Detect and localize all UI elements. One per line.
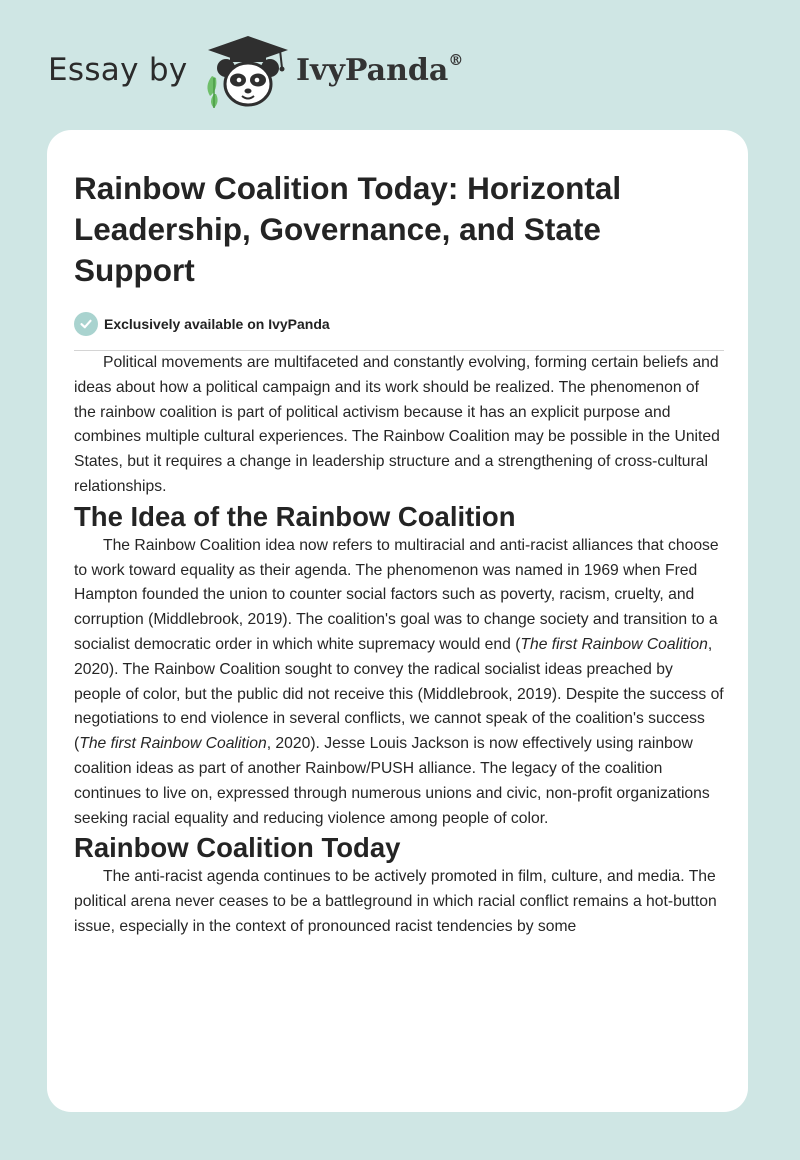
registered-mark: ® (448, 51, 464, 69)
ivypanda-logo-icon[interactable] (200, 34, 296, 110)
section-paragraph-today: The anti-racist agenda continues to be actively promoted in film, culture, and media. The political arena never ceases to be a battleground in which racial conflict remains a hot-button issue, especially in the context of pronounced racist tendencies by some (74, 868, 717, 935)
intro-paragraph: Political movements are multifaceted and constantly evolving, forming certain beliefs and ideas about how a political campaign and its work should be realized. The phenomenon of the rainbow coalition is part of political activism because it has an explicit purpose and combines multiple cultural experiences. The Rainbow Coalition may be possible in the United States, but it requires a change in leadership structure and a strengthening of cross-cultural relationships. (74, 354, 720, 495)
check-icon (74, 312, 98, 336)
text-run: The Rainbow Coalition idea now refers to multiracial and anti-racist alliances that choose to work toward equality as their agenda. The phenomenon was named in 1969 when Fred Hampton founded the union to counter social factors such as poverty, racism, cruelty, and corruption (Middlebrook, 2019). The coalition's goal was to change society and transition to a socialist democratic order in which white supremacy would end ( (74, 536, 719, 653)
header (0, 0, 800, 130)
brand-name[interactable] (296, 53, 463, 88)
brand-name-text: IvyPanda (296, 53, 449, 88)
section-paragraph-idea (74, 534, 724, 832)
article-title: Rainbow Coalition Today: Horizontal Leadership, Governance, and State Support (74, 170, 622, 288)
citation-title: The first Rainbow Coalition (79, 735, 267, 753)
text-run: , 2020). Jesse Louis Jackson is now effectively using rainbow coalition ideas as part of another Rainbow/PUSH alliance. The legacy of the coalition continues to live on, expressed through numerous unions and civic, non-profit organizations seeking racial equality and reducing violence among people of color. (74, 735, 710, 827)
article-content (74, 168, 724, 940)
section-heading-today: Rainbow Coalition Today (74, 832, 401, 864)
essay-by-label: Essay by (48, 52, 188, 88)
exclusive-label: Exclusively available on IvyPanda (104, 316, 330, 332)
section-heading-idea: The Idea of the Rainbow Coalition (74, 500, 516, 532)
text-run: , 2020). The Rainbow Coalition sought to convey the radical socialist ideas preached by people of color, but the public did not receive this (Middlebrook, 2019). Despite the success of negotiations to end violence in several conflicts, we cannot speak of the coalition's success ( (74, 635, 724, 753)
citation-title: The first Rainbow Coalition (520, 635, 708, 653)
article-card (47, 130, 748, 1112)
exclusive-badge (74, 311, 724, 337)
